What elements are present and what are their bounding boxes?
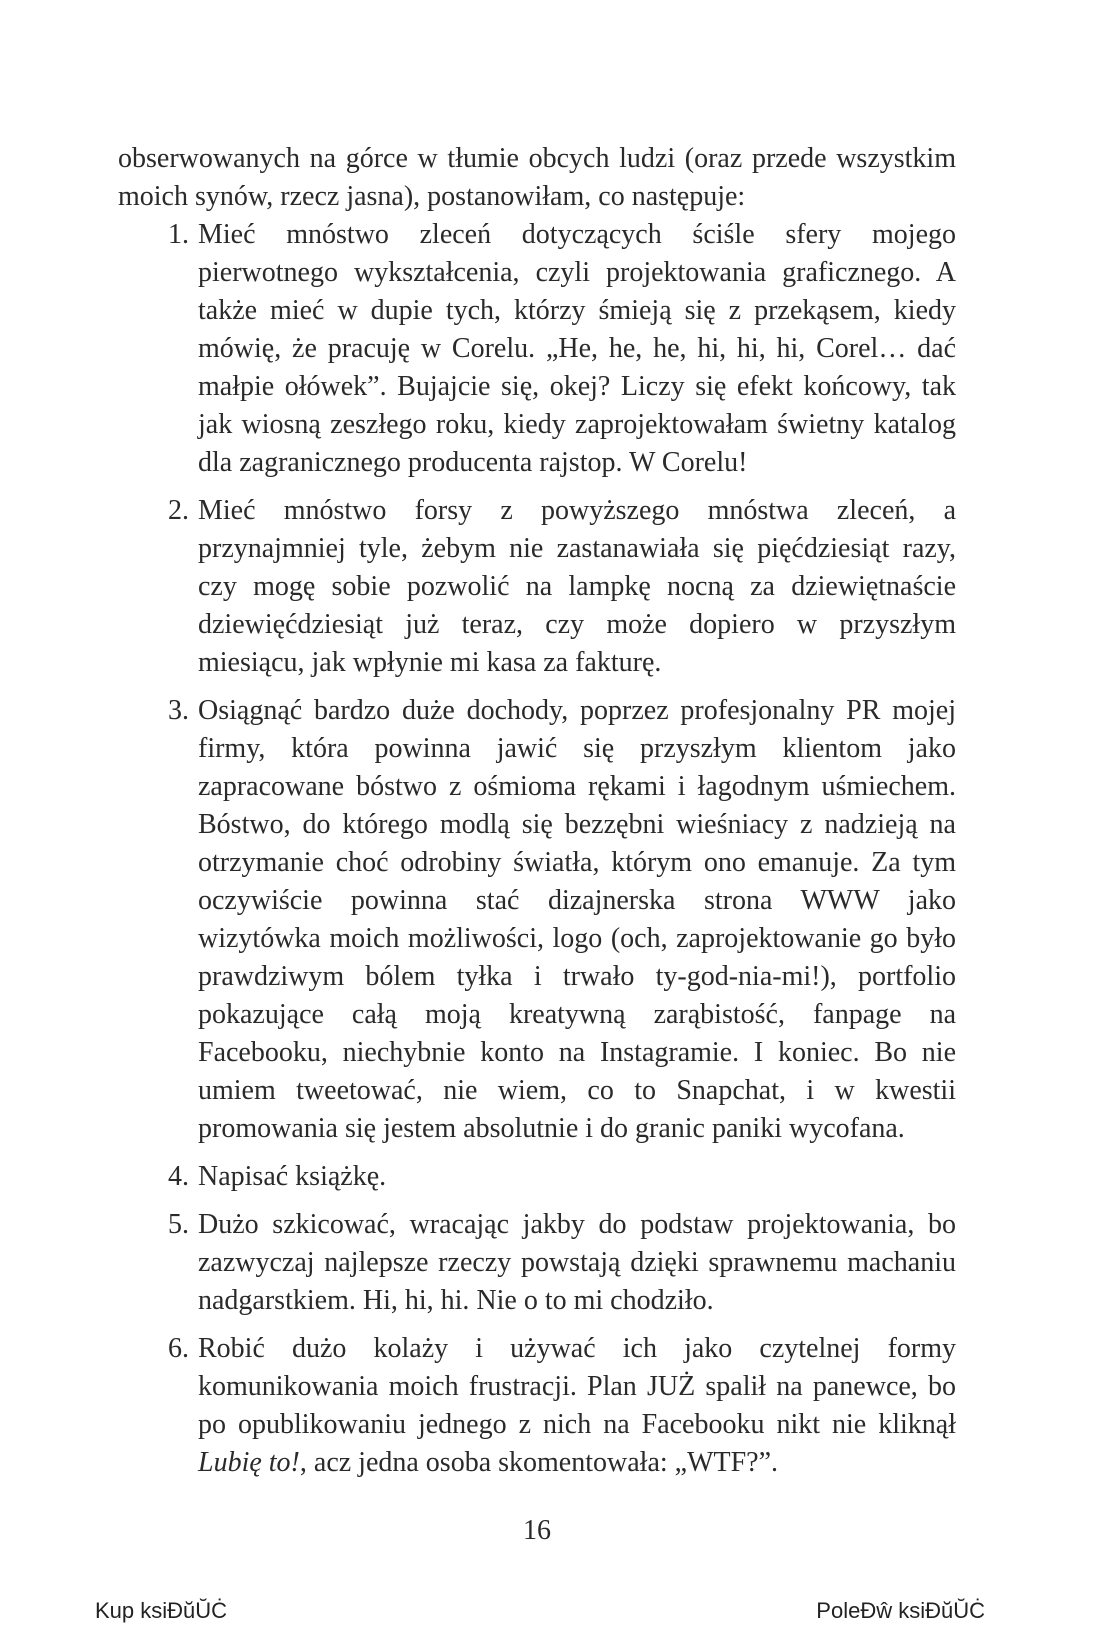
intro-paragraph: obserwowanych na górce w tłumie obcych ludzi (oraz przede wszystkim moich synów, rzecz jasna), postanowiłam, co następuje: — [118, 143, 956, 212]
list-item — [118, 216, 956, 482]
list-item-text: Napisać książkę. — [198, 1161, 387, 1192]
list-item — [118, 692, 956, 1148]
list-item-text: Osiągnąć bardzo duże dochody, poprzez profesjonalny PR mojej firmy, która powinna jawić się przyszłym klientom jako zapracowane bóstwo z ośmioma rękami i łagodnym uśmiechem. Bóstwo, do którego modlą się bezzębni wieśniacy z nadzieją na otrzymanie choć odrobiny światła, którym ono emanuje. Za tym oczywiście powinna stać dizajnerska strona WWW jako wizytówka moich możliwości, logo (och, zaprojektowanie go było prawdziwym bólem tyłka i trwało ty-god-nia-mi!), portfolio pokazujące całą moją kreatywną zarąbistość, fanpage na Facebooku, niechybnie konto na Instagramie. I koniec. Bo nie umiem tweetować, nie wiem, co to Snapchat, i w kwestii promowania się jestem absolutnie i do granic paniki wycofana. — [198, 695, 956, 1144]
list-item — [118, 1158, 956, 1196]
list-number: 6. — [168, 1333, 189, 1364]
list-item — [118, 1330, 956, 1482]
list-number: 5. — [168, 1209, 189, 1240]
list-number: 3. — [168, 695, 189, 726]
recommend-book-link[interactable]: PoleĐŵ ksiĐŭŬĊ — [816, 1598, 985, 1623]
list-item-text-after: , acz jedna osoba skomentowała: „WTF?”. — [299, 1447, 779, 1478]
list-item-text-before: Robić dużo kolaży i używać ich jako czytelnej formy komunikowania moich frustracji. Plan JUŻ spalił na panewce, bo po opublikowaniu jednego z nich na Facebooku nikt nie kliknął — [198, 1333, 956, 1440]
list-number: 4. — [168, 1161, 189, 1192]
resolution-list — [118, 216, 956, 1482]
list-item — [118, 492, 956, 682]
list-item — [118, 1206, 956, 1320]
list-item-text: Mieć mnóstwo forsy z powyższego mnóstwa zleceń, a przynajmniej tyle, żebym nie zastanawiała się pięćdziesiąt razy, czy mogę sobie pozwolić na lampkę nocną za dziewiętnaście dziewięćdziesiąt już teraz, czy może dopiero w przyszłym miesiącu, jak wpłynie mi kasa za fakturę. — [198, 495, 956, 678]
list-item-text: Dużo szkicować, wracając jakby do podstaw projektowania, bo zazwyczaj najlepsze rzeczy powstają dzięki sprawnemu machaniu nadgarstkiem. Hi, hi, hi. Nie o to mi chodziło. — [198, 1209, 956, 1316]
list-item-text: Mieć mnóstwo zleceń dotyczących ściśle sfery mojego pierwotnego wykształcenia, czyli projektowania graficznego. A także mieć w dupie tych, którzy śmieją się z przekąsem, kiedy mówię, że pracuję w Corelu. „He, he, he, hi, hi, hi, Corel… dać małpie ołówek”. Bujajcie się, okej? Liczy się efekt końcowy, tak jak wiosną zeszłego roku, kiedy zaprojektowałam świetny katalog dla zagranicznego producenta rajstop. W Corelu! — [198, 219, 956, 478]
list-number: 2. — [168, 495, 189, 526]
list-item-emphasis: Lubię to! — [198, 1447, 300, 1478]
body-text — [118, 140, 956, 1482]
page-number: 16 — [523, 1515, 551, 1546]
buy-book-link[interactable]: Kup ksiĐŭŬĊ — [95, 1598, 228, 1623]
list-number: 1. — [168, 219, 189, 250]
book-page — [118, 0, 956, 1639]
